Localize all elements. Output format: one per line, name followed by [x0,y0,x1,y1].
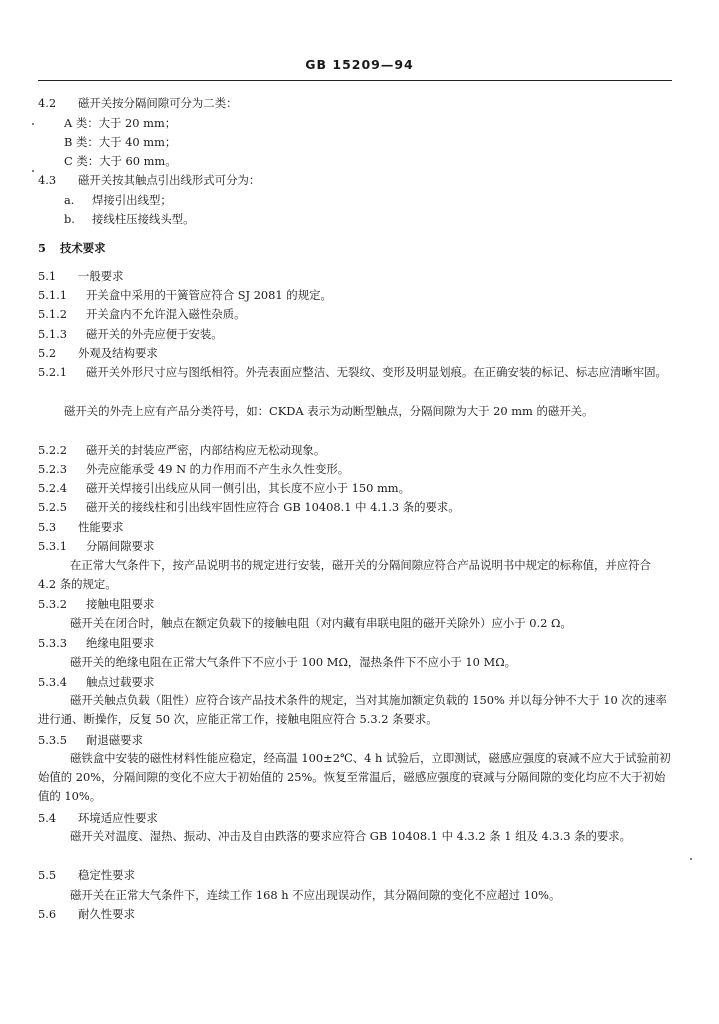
clause-number: 5.1.1 [38,288,67,302]
clause-number: 5.3.2 [38,597,67,611]
clause-text: 外观及结构要求 [78,346,158,360]
clause-number: 5.2.1 [38,365,67,379]
clause-5-2 [38,346,158,360]
list-item-text: 焊接引出线型； [92,193,172,207]
paragraph-text: 磁开关的外壳上应有产品分类符号，如：CKDA 表示为动断型触点，分隔间隙为大于 20 mm 的磁开关。 [64,404,594,418]
paragraph-text: 磁铁盒中安装的磁性材料性能应稳定，经高温 100±2℃、4 h 试验后，立即测试，磁感应强度的衰减不应大于试验前初始值的 20%，分隔间隙的变化不应大于初始值的 25%。恢复至常温后，磁感应强度的衰减与分隔间隙的变化均应不大于初始值的 10%。 [38,751,671,803]
paragraph-demagnetization [38,749,672,806]
clause-number: 5.3.1 [38,539,67,553]
clause-number: 5.6 [38,907,57,921]
clause-number: 5.3.4 [38,675,67,689]
clause-number: 5.5 [38,868,57,882]
clause-5-5 [38,868,135,882]
list-item-class-a [64,116,176,130]
list-marker: a. [64,193,75,207]
clause-number: 5.4 [38,811,57,825]
paragraph-text: 磁开关的绝缘电阻在正常大气条件下不应小于 100 MΩ，湿热条件下不应小于 10 MΩ。 [70,655,517,669]
clause-text: 磁开关的外壳应便于安装。 [86,327,223,341]
clause-5-1 [38,269,124,283]
clause-text: 分隔间隙要求 [86,539,155,553]
clause-5-6 [38,907,135,921]
clause-number: 5.1 [38,269,57,283]
clause-number: 5.1.2 [38,307,67,321]
header-rule [38,80,672,81]
clause-text: 磁开关按其触点引出线形式可分为： [78,173,261,187]
paragraph-stability [70,888,560,902]
section-number: 5 [38,241,46,255]
clause-5-2-4 [38,481,410,495]
clause-text: 稳定性要求 [78,868,135,882]
list-item-b [64,212,195,226]
paragraph-text: 磁开关在闭合时，触点在额定负载下的接触电阻（对内藏有串联电阻的磁开关除外）应小于 0.2 Ω。 [70,616,572,630]
clause-text: 磁开关外形尺寸应与图纸相符。外壳表面应整洁、无裂纹、变形及明显划痕。在正确安装的标记、标志应清晰牢固。 [86,365,667,379]
clause-number: 4.2 [38,96,57,110]
list-item-text: 接线柱压接线头型。 [92,212,195,226]
clause-5-2-2 [38,443,325,457]
section-heading-5 [38,241,106,255]
clause-5-2-3 [38,462,349,476]
clause-text: 磁开关的封装应严密，内部结构应无松动现象。 [86,443,326,457]
clause-text: 外壳应能承受 49 N 的力作用而不产生永久性变形。 [86,462,350,476]
paragraph-contact-resistance [70,616,572,630]
clause-number: 5.2.5 [38,500,67,514]
clause-number: 5.3.5 [38,733,67,747]
clause-5-3-4 [38,675,154,689]
scan-speck [32,123,34,125]
clause-4-2 [38,96,237,110]
clause-text: 接触电阻要求 [86,597,155,611]
clause-number: 5.2.3 [38,462,67,476]
paragraph-environmental [38,827,672,846]
clause-5-3-5 [38,733,143,747]
paragraph-text: 在正常大气条件下，按产品说明书的规定进行安装，磁开关的分隔间隙应符合产品说明书中规定的标称值，并应符合 4.2 条的规定。 [38,558,651,591]
clause-number: 4.3 [38,173,57,187]
section-title: 技术要求 [60,241,106,255]
paragraph-insulation-resistance [70,655,516,669]
clause-text: 开关盒中采用的干簧管应符合 SJ 2081 的规定。 [86,288,332,302]
scan-speck [32,170,34,172]
clause-text: 绝缘电阻要求 [86,636,155,650]
clause-5-3 [38,520,124,534]
paragraph-shell-marking [38,402,672,421]
clause-5-3-3 [38,636,154,650]
clause-number: 5.1.3 [38,327,67,341]
list-item-class-b [64,135,176,149]
paragraph-text: 磁开关在正常大气条件下，连续工作 168 h 不应出现误动作，其分隔间隙的变化不应超过 10%。 [70,888,561,902]
scan-speck [690,858,692,860]
paragraph-text: 磁开关对温度、湿热、振动、冲击及自由跌落的要求应符合 GB 10408.1 中 4.3.2 条 1 组及 4.3.3 条的要求。 [70,829,632,843]
clause-4-3 [38,173,260,187]
clause-number: 5.3 [38,520,57,534]
clause-text: 磁开关的接线柱和引出线牢固性应符合 GB 10408.1 中 4.1.3 条的要求。 [86,500,460,514]
list-item-text: A 类：大于 20 mm； [64,116,177,130]
clause-5-1-3 [38,327,223,341]
clause-number: 5.2 [38,346,57,360]
clause-text: 环境适应性要求 [78,811,158,825]
clause-5-1-1 [38,288,332,302]
clause-number: 5.2.2 [38,443,67,457]
clause-text: 性能要求 [78,520,124,534]
clause-text: 触点过载要求 [86,675,155,689]
clause-text: 耐久性要求 [78,907,135,921]
clause-5-4 [38,811,158,825]
paragraph-contact-overload [38,691,672,729]
list-item-text: C 类：大于 60 mm。 [64,154,177,168]
clause-text: 一般要求 [78,269,124,283]
standard-number: GB 15209—94 [305,57,414,72]
clause-5-2-5 [38,500,460,514]
list-item-a [64,193,172,207]
clause-number: 5.3.3 [38,636,67,650]
list-item-class-c [64,154,177,168]
clause-5-1-2 [38,307,245,321]
clause-text: 磁开关按分隔间隙可分为二类： [78,96,238,110]
clause-text: 开关盒内不允许混入磁性杂质。 [86,307,246,321]
clause-5-3-2 [38,597,154,611]
clause-5-2-1 [38,363,672,382]
list-item-text: B 类：大于 40 mm； [64,135,177,149]
clause-number: 5.2.4 [38,481,67,495]
clause-text: 磁开关焊接引出线应从同一侧引出，其长度不应小于 150 mm。 [86,481,410,495]
clause-text: 耐退磁要求 [86,733,143,747]
paragraph-text: 磁开关触点负载（阻性）应符合该产品技术条件的规定，当对其施加额定负载的 150% 并以每分钟不大于 10 次的速率进行通、断操作，反复 50 次，应能正常工作，接触电阻应符合 5.3.2 条要求。 [38,693,667,726]
paragraph-gap-requirement [38,556,672,594]
list-marker: b. [64,212,75,226]
clause-5-3-1 [38,539,154,553]
